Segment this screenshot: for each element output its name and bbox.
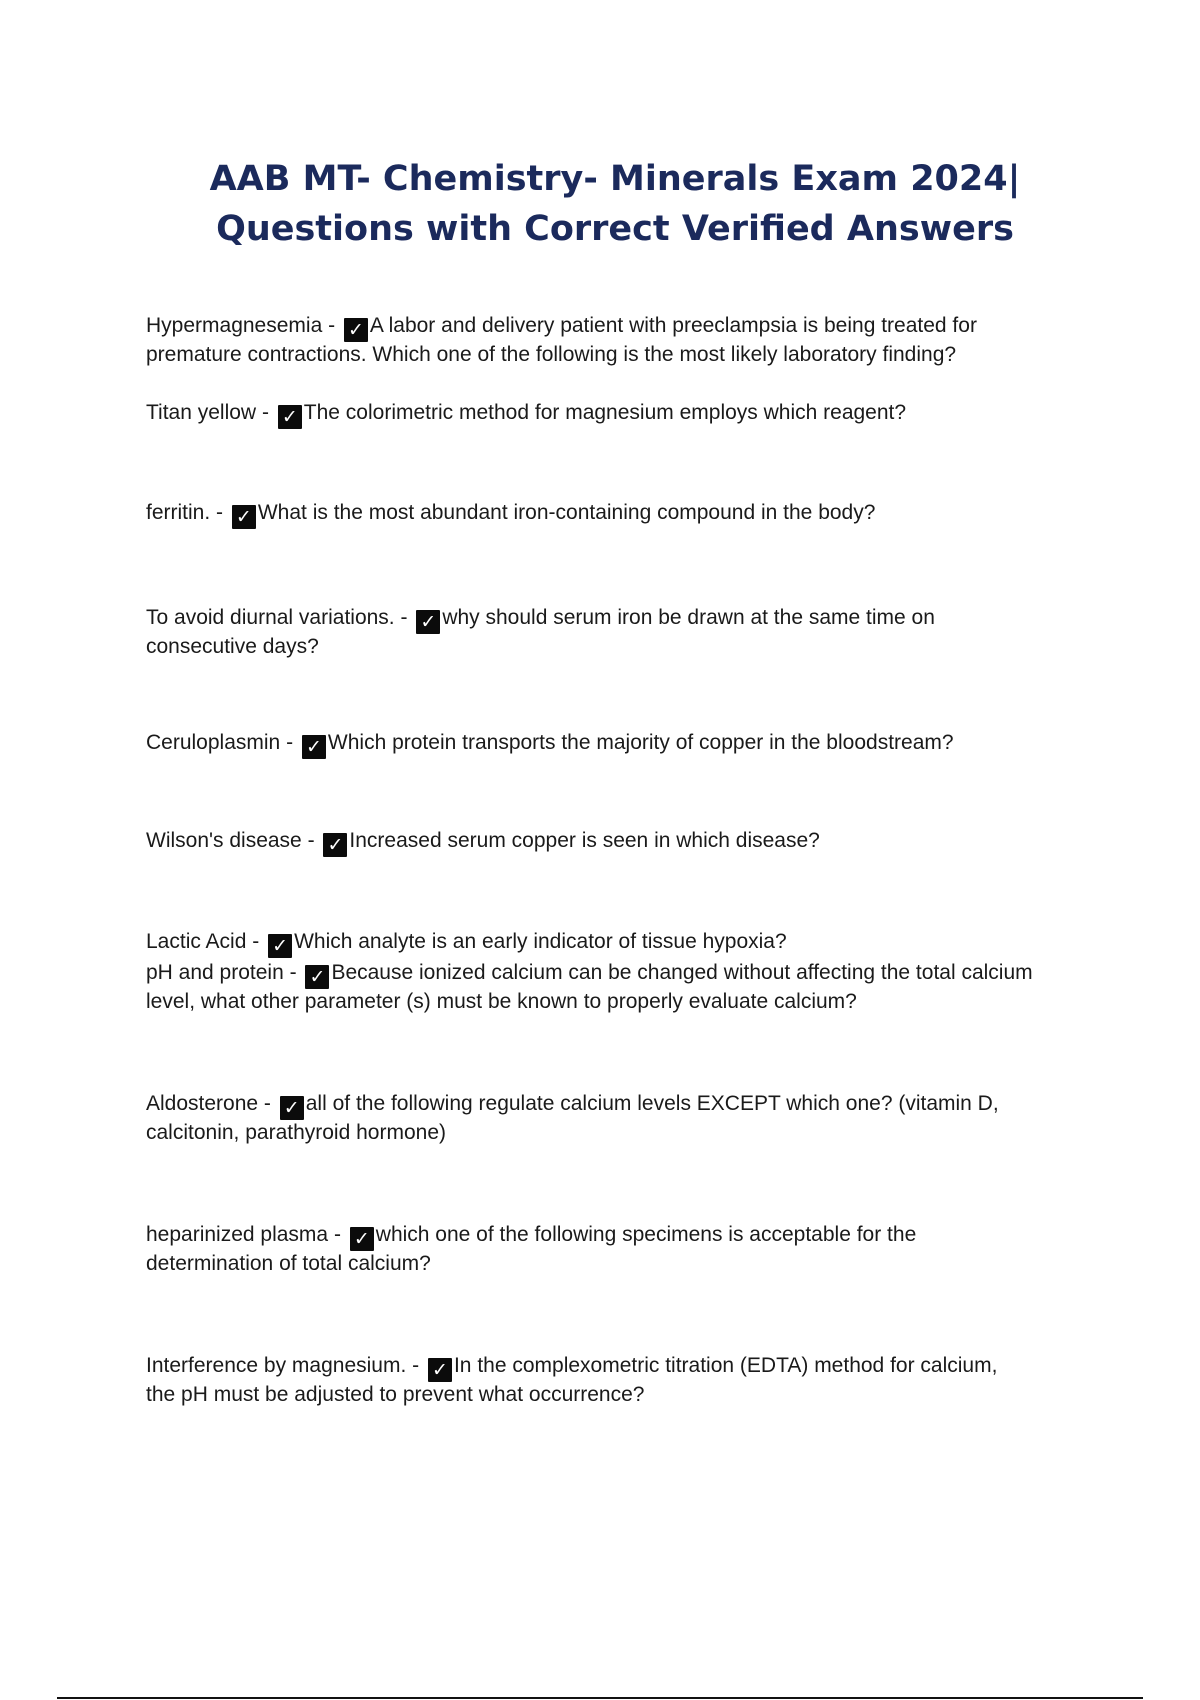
title-line-2: Questions with Correct Verified Answers [216, 209, 1014, 249]
question-text: In the complexometric titration (EDTA) method for calcium, the pH must be adjusted to prevent what occurrence? [146, 1354, 998, 1406]
answer-text: Interference by magnesium. [146, 1354, 407, 1377]
check-icon: ✓ [268, 934, 292, 958]
answer-text: Lactic Acid [146, 930, 247, 953]
question-text: What is the most abundant iron-containing compound in the body? [257, 501, 876, 524]
separator: - [258, 1092, 277, 1115]
question-text: which one of the following specimens is acceptable for the determination of total calcium? [146, 1223, 917, 1275]
qa-item-4 [146, 605, 976, 660]
separator: - [301, 829, 321, 852]
qa-item-6 [146, 828, 1046, 857]
separator: - [283, 961, 303, 984]
separator: - [210, 501, 229, 524]
question-text: why should serum iron be drawn at the same time on consecutive days? [146, 606, 935, 658]
check-icon: ✓ [344, 318, 368, 342]
document-title [200, 154, 1030, 254]
check-icon: ✓ [278, 405, 302, 429]
answer-text: Hypermagnesemia [146, 314, 323, 337]
question-text: The colorimetric method for magnesium employs which reagent? [303, 401, 907, 424]
qa-item-2 [146, 400, 1046, 429]
check-icon: ✓ [428, 1358, 452, 1382]
qa-item-9 [146, 1091, 1046, 1146]
question-text: all of the following regulate calcium levels EXCEPT which one? (vitamin D, calcitonin, parathyroid hormone) [146, 1092, 999, 1144]
qa-item-1 [146, 313, 1026, 368]
answer-text: Ceruloplasmin [146, 731, 281, 754]
separator: - [256, 401, 275, 424]
check-icon: ✓ [280, 1096, 304, 1120]
check-icon: ✓ [350, 1227, 374, 1251]
qa-item-8 [146, 960, 1046, 1015]
separator: - [322, 314, 341, 337]
separator: - [394, 606, 414, 629]
answer-text: Titan yellow [146, 401, 257, 424]
check-icon: ✓ [323, 833, 347, 857]
qa-item-7 [146, 929, 1046, 958]
separator: - [246, 930, 266, 953]
answer-text: To avoid diurnal variations. [146, 606, 395, 629]
answer-text: ferritin. [146, 501, 211, 524]
qa-item-10 [146, 1222, 946, 1277]
separator: - [406, 1354, 425, 1377]
separator: - [280, 731, 299, 754]
answer-text: Aldosterone [146, 1092, 259, 1115]
question-text: Because ionized calcium can be changed without affecting the total calcium level, what other parameter (s) must be known to properly evaluate calcium? [146, 961, 1033, 1013]
question-text: Which protein transports the majority of copper in the bloodstream? [327, 731, 954, 754]
check-icon: ✓ [232, 505, 256, 529]
footer-rule [57, 1697, 1143, 1699]
question-text: Increased serum copper is seen in which disease? [349, 829, 820, 852]
title-line-1: AAB MT- Chemistry- Minerals Exam 2024| [209, 159, 1021, 199]
qa-item-11 [146, 1353, 1006, 1408]
answer-text: Wilson's disease [146, 829, 302, 852]
qa-item-5 [146, 730, 1046, 759]
check-icon: ✓ [416, 610, 440, 634]
answer-text: heparinized plasma [146, 1223, 329, 1246]
check-icon: ✓ [302, 735, 326, 759]
question-text: A labor and delivery patient with preeclampsia is being treated for premature contractions. Which one of the following is the most likely laboratory finding? [146, 314, 977, 366]
answer-text: pH and protein [146, 961, 284, 984]
separator: - [328, 1223, 347, 1246]
question-text: Which analyte is an early indicator of tissue hypoxia? [294, 930, 787, 953]
qa-item-3 [146, 500, 1046, 529]
check-icon: ✓ [305, 965, 329, 989]
